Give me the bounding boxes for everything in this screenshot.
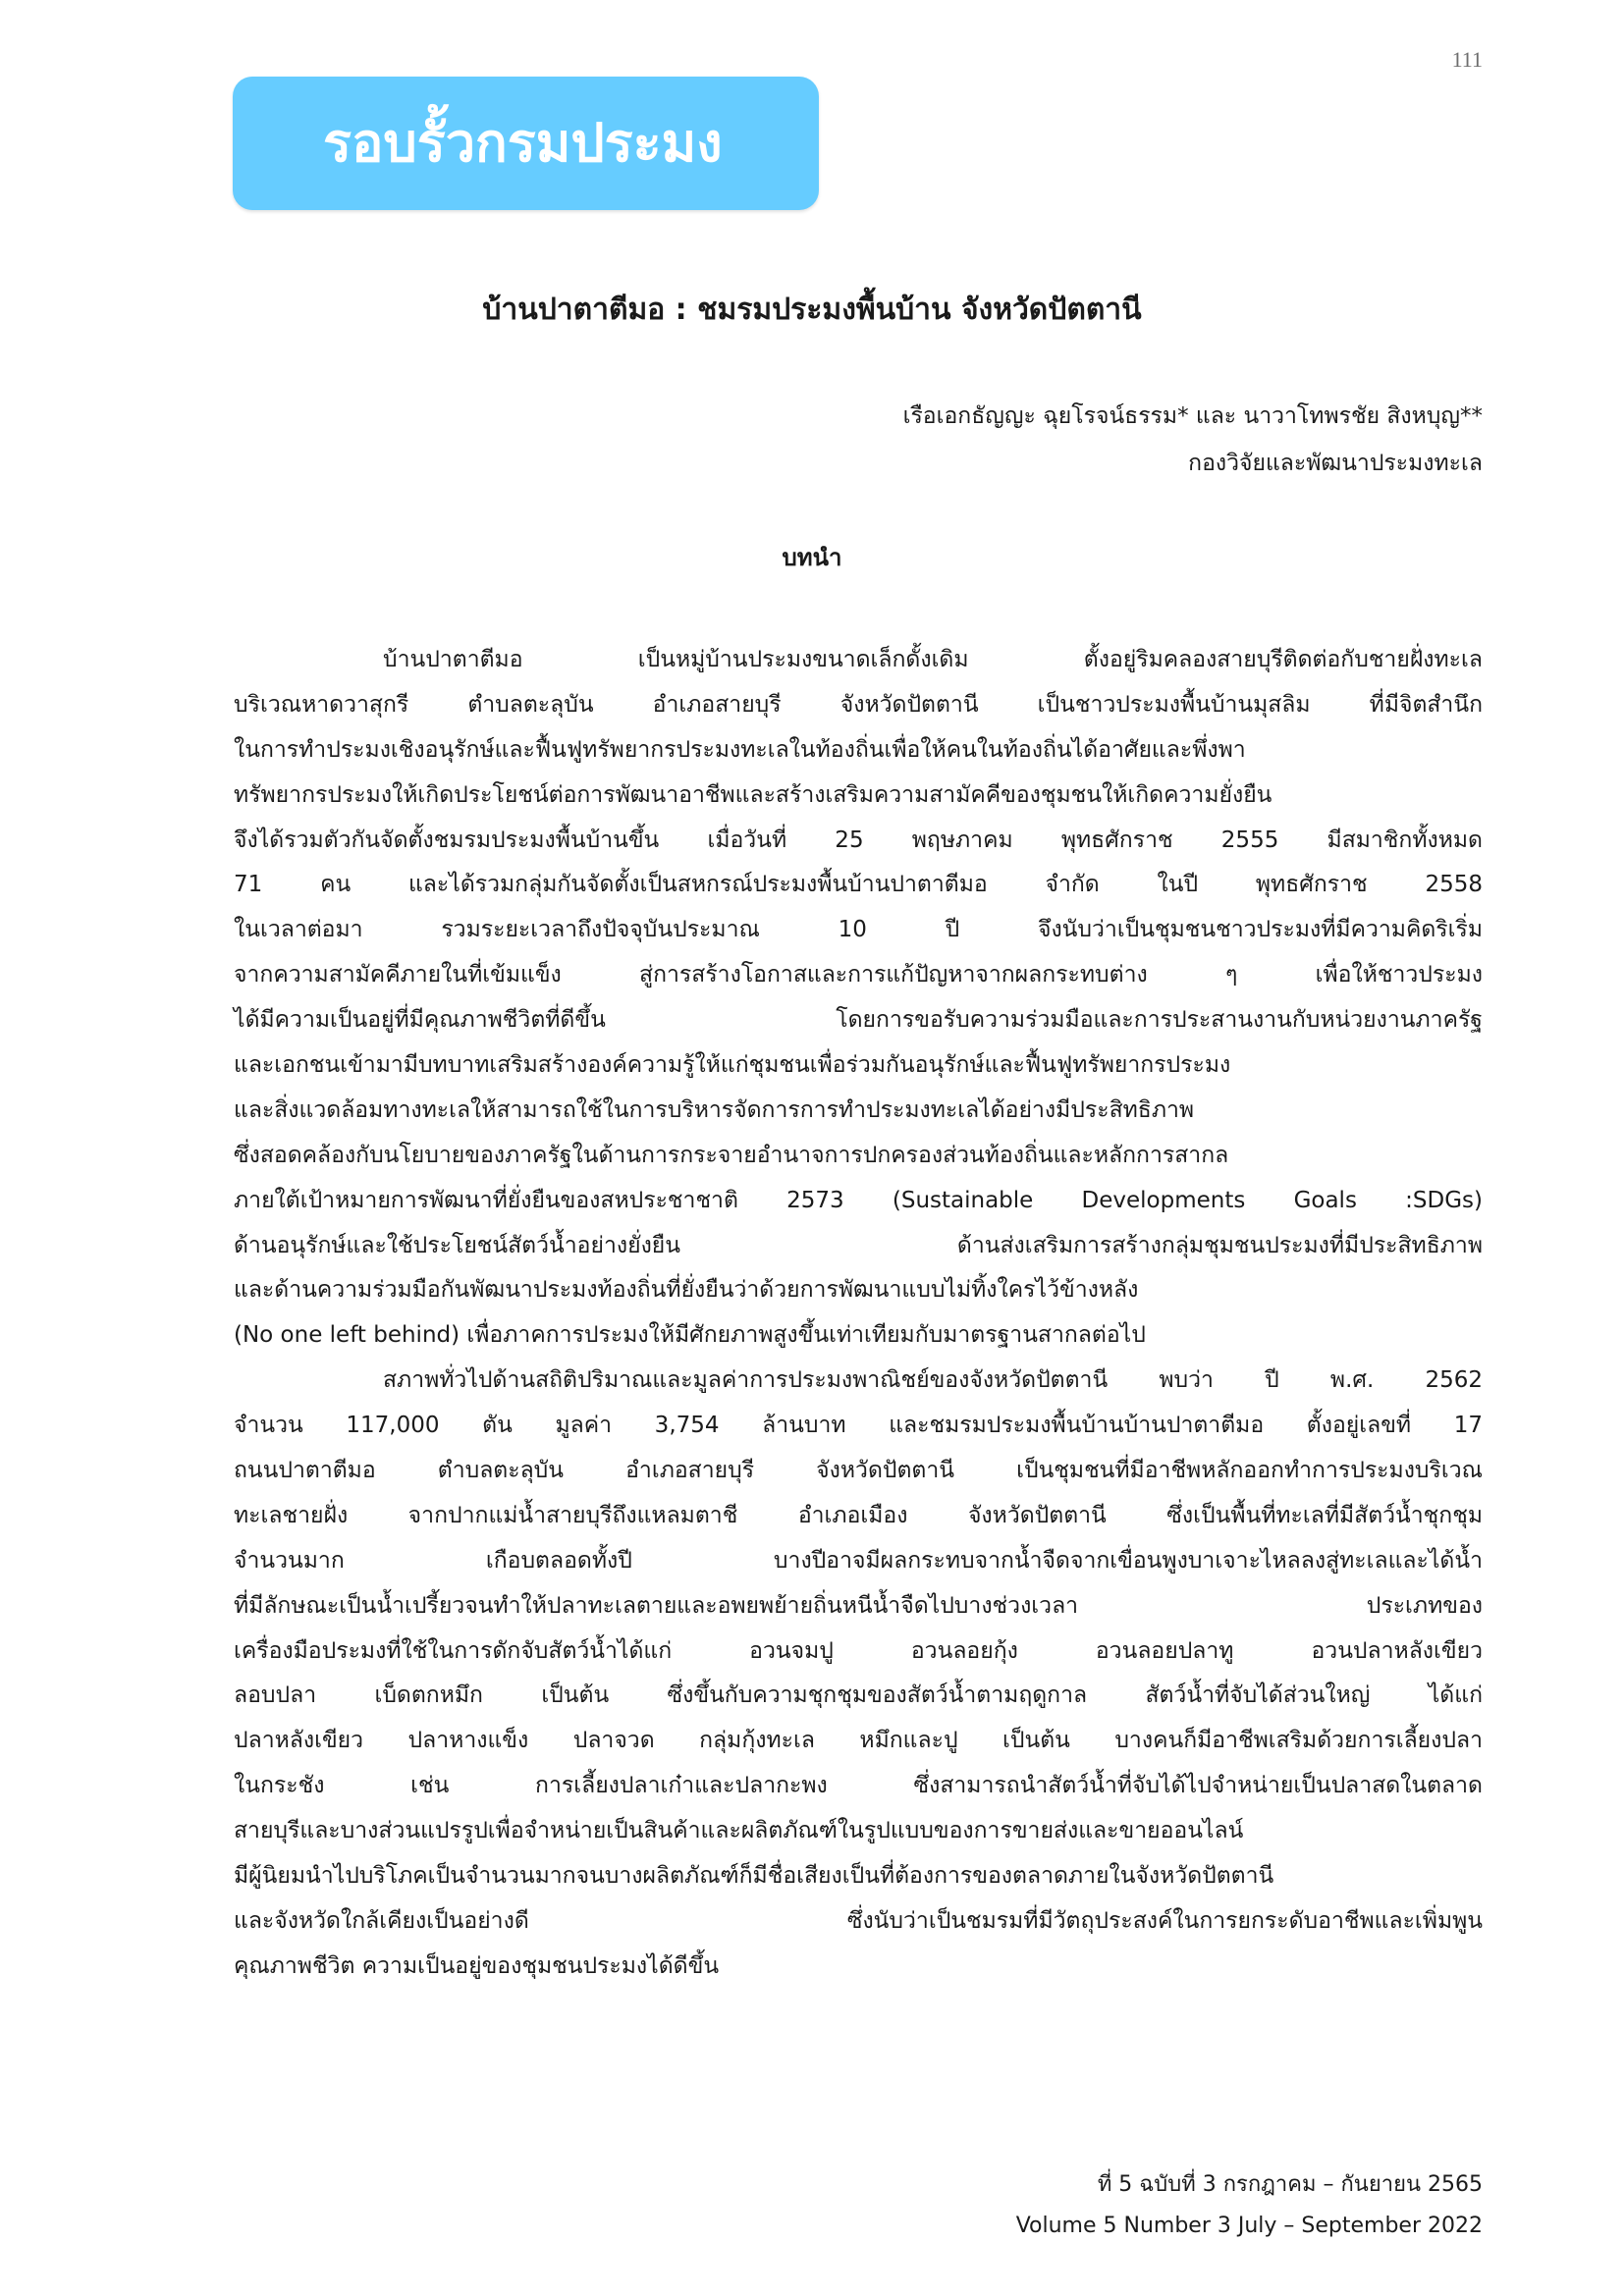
paragraph-line: มีผู้นิยมนำไปบริโภคเป็นจำนวนมากจนบางผลิตภัณฑ์ก็มีชื่อเสียงเป็นที่ต้องการของตลาดภายในจังหวัดปัตตานี [234, 1863, 1274, 1890]
paragraph-line: สายบุรีและบางส่วนแปรรูปเพื่อจำหน่ายเป็นสินค้าและผลิตภัณฑ์ในรูปแบบของการขายส่งและขายออนไลน์ [234, 1818, 1244, 1844]
section-heading: บทนำ [782, 544, 842, 571]
paragraph-line: จำนวนมาก เกือบตลอดทั้งปี บางปีอาจมีผลกระทบจากน้ำจืดจากเขื่อนพูงบาเจาะไหลลงสู่ทะเลและได้น้ำ [234, 1547, 1483, 1574]
paragraph-line: เครื่องมือประมงที่ใช้ในการดักจับสัตว์น้ำได้แก่ อวนจมปู อวนลอยกุ้ง อวนลอยปลาทู อวนปลาหลังเขียว [234, 1637, 1483, 1664]
paragraph-line: และสิ่งแวดล้อมทางทะเลให้สามารถใช้ในการบริหารจัดการการทำประมงทะเลได้อย่างมีประสิทธิภาพ [234, 1096, 1195, 1123]
paragraph-line: และเอกชนเข้ามามีบทบาทเสริมสร้างองค์ความรู้ให้แก่ชุมชนเพื่อร่วมกันอนุรักษ์และฟื้นฟูทรัพยากรประมง [234, 1052, 1231, 1079]
paragraph-line: ลอบปลา เบ็ดตกหมึก เป็นต้น ซึ่งขึ้นกับความชุกชุมของสัตว์น้ำตามฤดูกาล สัตว์น้ำที่จับได้ส่วนใหญ่ ได้แก่ [234, 1682, 1483, 1709]
paragraph-line: 71 คน และได้รวมกลุ่มกันจัดตั้งเป็นสหกรณ์ประมงพื้นบ้านปาตาตีมอ จำกัด ในปี พุทธศักราช 2558 [234, 872, 1483, 898]
paragraph-line: ซึ่งสอดคล้องกับนโยบายของภาครัฐในด้านการกระจายอำนาจการปกครองส่วนท้องถิ่นและหลักการสากล [234, 1142, 1229, 1168]
paragraph-line: บ้านปาตาตีมอ เป็นหมู่บ้านประมงขนาดเล็กดั้งเดิม ตั้งอยู่ริมคลองสายบุรีติดต่อกับชายฝั่งทะเล [383, 647, 1483, 672]
paragraph-line: ได้มีความเป็นอยู่ที่มีคุณภาพชีวิตที่ดีขึ้น โดยการขอรับความร่วมมือและการประสานงานกับหน่วยงานภาครัฐ [234, 1007, 1483, 1034]
paragraph-line: และจังหวัดใกล้เคียงเป็นอย่างดี ซึ่งนับว่าเป็นชมรมที่มีวัตถุประสงค์ในการยกระดับอาชีพและเพิ่มพูน [234, 1907, 1483, 1934]
paragraph-line: (No one left behind) เพื่อภาคการประมงให้มีศักยภาพสูงขึ้นเท่าเทียมกับมาตรฐานสากลต่อไป [234, 1322, 1146, 1349]
paragraph-line: จึงได้รวมตัวกันจัดตั้งชมรมประมงพื้นบ้านขึ้น เมื่อวันที่ 25 พฤษภาคม พุทธศักราช 2555 มีสมาชิกทั้งหมด [234, 827, 1483, 853]
paragraph-line: ด้านอนุรักษ์และใช้ประโยชน์สัตว์น้ำอย่างยั่งยืน ด้านส่งเสริมการสร้างกลุ่มชุมชนประมงที่มีประสิทธิภาพ [234, 1232, 1483, 1258]
author-names: เรือเอกธัญญะ ฉุยโรจน์ธรรม* และ นาวาโทพรชัย สิงหบุญ** [902, 403, 1483, 429]
article-title: บ้านปาตาตีมอ : ชมรมประมงพื้นบ้าน จังหวัดปัตตานี [482, 293, 1142, 327]
paragraph-line: จำนวน 117,000 ตัน มูลค่า 3,754 ล้านบาท และชมรมประมงพื้นบ้านบ้านปาตาตีมอ ตั้งอยู่เลขที่ 17 [234, 1413, 1483, 1439]
paragraph-line: ในกระชัง เช่น การเลี้ยงปลาเก๋าและปลากะพง ซึ่งสามารถนำสัตว์น้ำที่จับได้ไปจำหน่ายเป็นปลาสดในตลาด [234, 1773, 1483, 1799]
byline [903, 393, 1483, 487]
paragraph-line: ในเวลาต่อมา รวมระยะเวลาถึงปัจจุบันประมาณ 10 ปี จึงนับว่าเป็นชุมชนชาวประมงที่มีความคิดริเริ่ม [234, 917, 1483, 943]
paragraph-line: สภาพทั่วไปด้านสถิติปริมาณและมูลค่าการประมงพาณิชย์ของจังหวัดปัตตานี พบว่า ปี พ.ศ. 2562 [383, 1367, 1483, 1394]
paragraph-line: ทรัพยากรประมงให้เกิดประโยชน์ต่อการพัฒนาอาชีพและสร้างเสริมความสามัคคีของชุมชนให้เกิดความยั่งยืน [234, 781, 1272, 808]
article-body [234, 638, 1483, 1990]
page-number: 111 [1451, 47, 1483, 72]
footer-issue-thai: ที่ 5 ฉบับที่ 3 กรกฎาคม – กันยายน 2565 [1097, 2172, 1483, 2197]
paragraph-line: ถนนปาตาตีมอ ตำบลตะลุบัน อำเภอสายบุรี จังหวัดปัตตานี เป็นชุมชนที่มีอาชีพหลักออกทำการประมงบริเวณ [234, 1458, 1483, 1484]
footer-issue-english: Volume 5 Number 3 July – September 2022 [1015, 2214, 1483, 2238]
section-banner [233, 77, 819, 210]
paragraph-line: ที่มีลักษณะเป็นน้ำเปรี้ยวจนทำให้ปลาทะเลตายและอพยพย้ายถิ่นหนีน้ำจืดไปบางช่วงเวลา ประเภทของ [234, 1592, 1483, 1619]
journal-footer [1016, 2164, 1483, 2247]
banner-title: รอบรั้วกรมประมง [323, 112, 723, 174]
paragraph-line: ปลาหลังเขียว ปลาหางแข็ง ปลาจวด กลุ่มกุ้งทะเล หมึกและปู เป็นต้น บางคนก็มีอาชีพเสริมด้วยการเลี้ยงปลา [234, 1728, 1483, 1754]
paragraph-line: และด้านความร่วมมือกันพัฒนาประมงท้องถิ่นที่ยั่งยืนว่าด้วยการพัฒนาแบบไม่ทิ้งใครไว้ข้างหลัง [234, 1277, 1139, 1304]
paragraph-line: ในการทำประมงเชิงอนุรักษ์และฟื้นฟูทรัพยากรประมงทะเลในท้องถิ่นเพื่อให้คนในท้องถิ่นได้อาศัยและพึ่งพา [234, 736, 1246, 763]
paragraph-line: ภายใต้เป้าหมายการพัฒนาที่ยั่งยืนของสหประชาชาติ 2573 (Sustainable Developments Goals :SDGs) [234, 1187, 1483, 1213]
paragraph-line: ทะเลชายฝั่ง จากปากแม่น้ำสายบุรีถึงแหลมตาชี อำเภอเมือง จังหวัดปัตตานี ซึ่งเป็นพื้นที่ทะเลที่มีสัตว์น้ำชุกชุม [234, 1502, 1483, 1528]
author-affiliation: กองวิจัยและพัฒนาประมงทะเล [1188, 451, 1483, 476]
paragraph-line: บริเวณหาดวาสุกรี ตำบลตะลุบัน อำเภอสายบุรี จังหวัดปัตตานี เป็นชาวประมงพื้นบ้านมุสลิม ที่มีจิตสำนึก [234, 691, 1483, 718]
paragraph-line: คุณภาพชีวิต ความเป็นอยู่ของชุมชนประมงได้ดีขึ้น [234, 1952, 720, 1979]
paragraph-line: จากความสามัคคีภายในที่เข้มแข็ง สู่การสร้างโอกาสและการแก้ปัญหาจากผลกระทบต่าง ๆ เพื่อให้ชาวประมง [234, 962, 1483, 988]
